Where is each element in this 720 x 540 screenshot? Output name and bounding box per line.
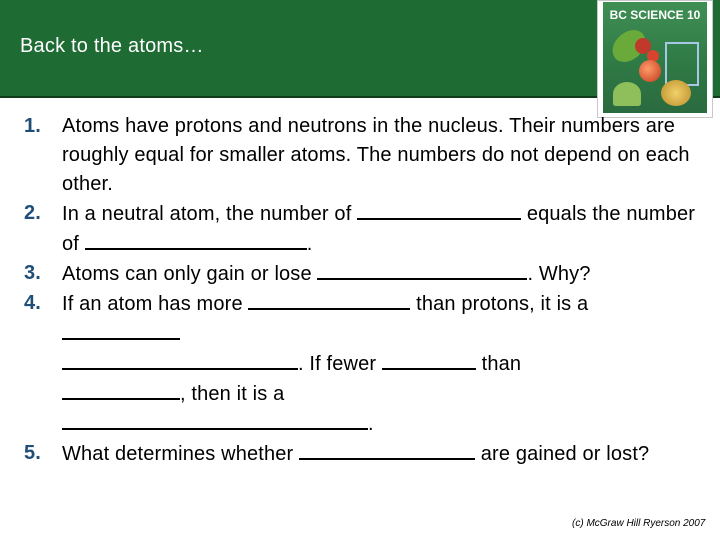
book-cover-title: BC SCIENCE 10 (609, 8, 701, 22)
list-item (24, 199, 704, 259)
fill-in-blank (357, 199, 521, 220)
item-text: are gained or lost? (480, 443, 650, 465)
fern-graphic (613, 82, 641, 106)
frame-graphic (665, 42, 699, 86)
orb-graphic (639, 60, 661, 82)
list-item (24, 289, 704, 439)
list-item (24, 259, 704, 289)
item-text: , then it is a (180, 383, 285, 405)
question-list (24, 112, 704, 469)
textbook-cover-image (603, 2, 707, 113)
book-cover-frame (597, 0, 713, 118)
fill-in-blank (317, 259, 527, 280)
fill-in-blank (62, 349, 298, 370)
item-text: . If fewer (298, 353, 377, 375)
fill-in-blank (382, 349, 476, 370)
cell-graphic (661, 80, 691, 106)
copyright-notice: (c) McGraw Hill Ryerson 2007 (572, 518, 706, 529)
list-item (24, 439, 704, 469)
item-number: 4. (24, 292, 41, 314)
list-item (24, 112, 704, 199)
item-number: 1. (24, 115, 41, 137)
item-text: If an atom has more (62, 293, 243, 315)
fill-in-blank (248, 289, 410, 310)
item-text: than protons, it is a (416, 293, 589, 315)
fill-in-blank (62, 409, 368, 430)
fill-in-blank (85, 229, 307, 250)
fill-in-blank (62, 319, 180, 340)
item-text: Atoms can only gain or lose (62, 263, 312, 285)
item-text: Atoms have protons and neutrons in the nucleus. Their numbers are roughly equal for smaller atoms. The numbers do not depend on each other. (62, 115, 690, 195)
item-text: In a neutral atom, the number of (62, 203, 352, 225)
item-text: . Why? (527, 263, 591, 285)
item-text: . (306, 233, 313, 255)
item-number: 3. (24, 262, 41, 284)
item-text: equals the number of (62, 203, 696, 255)
slide-title: Back to the atoms… (20, 35, 204, 57)
item-text: . (368, 413, 374, 435)
item-number: 5. (24, 442, 41, 464)
fill-in-blank (299, 439, 475, 460)
item-number: 2. (24, 202, 41, 224)
item-text: What determines whether (62, 443, 294, 465)
fill-in-blank (62, 379, 180, 400)
item-text: than (481, 353, 522, 375)
